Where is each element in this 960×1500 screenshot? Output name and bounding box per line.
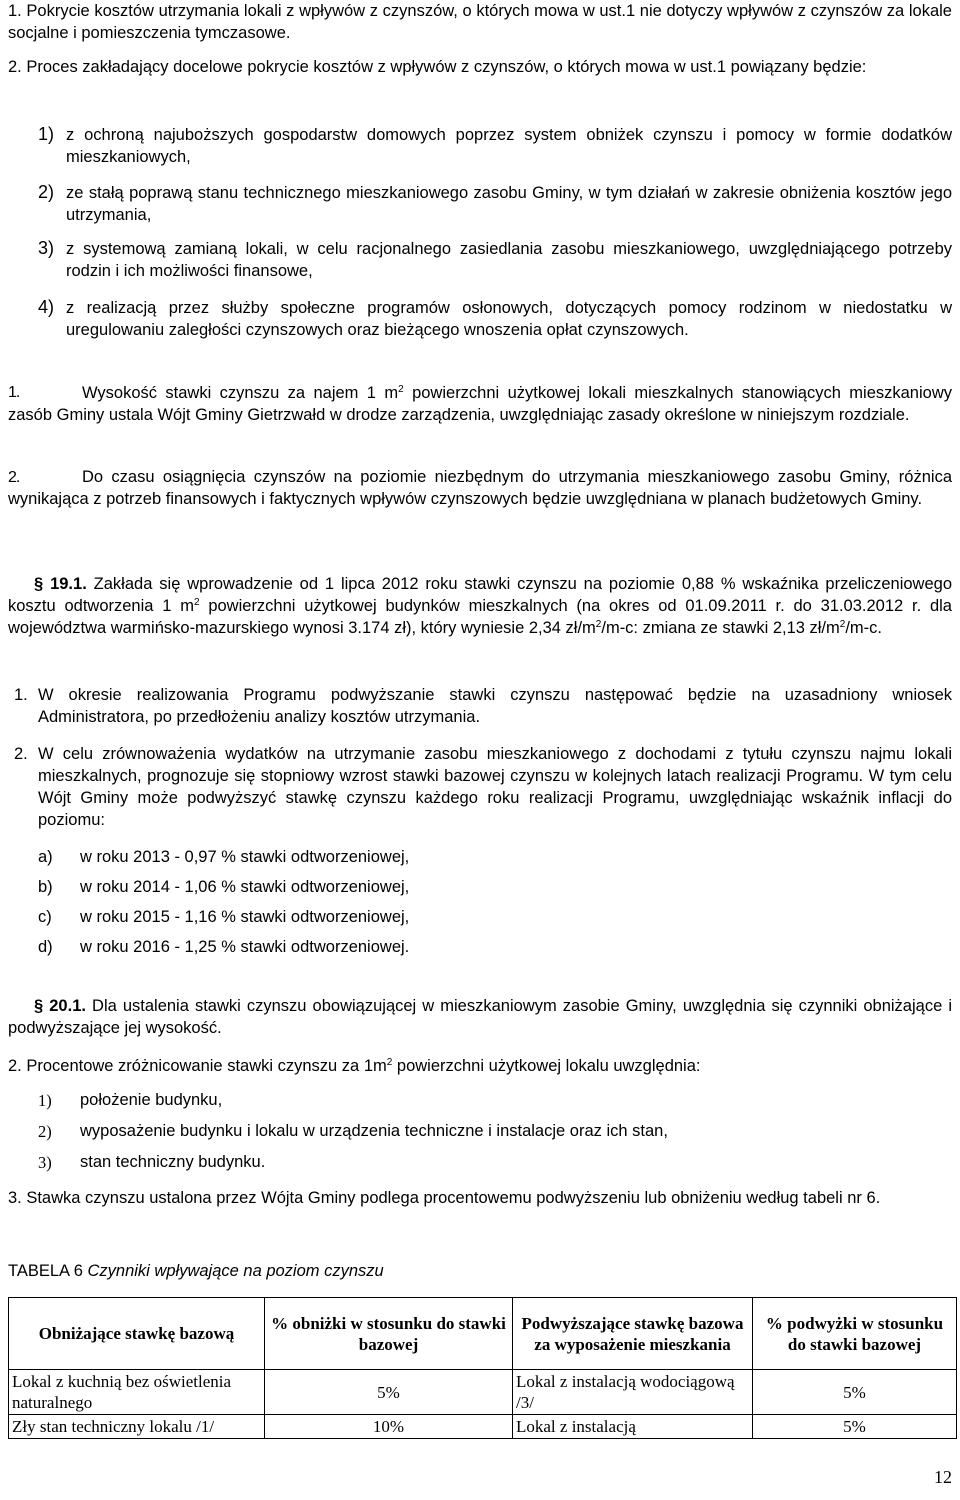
page-number: 12 (934, 1467, 952, 1487)
list-item-letter: b) (38, 878, 53, 896)
paragraph-20 (8, 995, 952, 1039)
list-item-text: w roku 2013 - 0,97 % stawki odtworzeniowej, (80, 848, 410, 866)
clause-number: 2. (14, 745, 28, 763)
table-header-cell: % obniżki w stosunku do stawki bazowej (265, 1298, 513, 1370)
table-cell: Zły stan techniczny lokalu /1/ (9, 1415, 265, 1439)
list-item-text: położenie budynku, (80, 1091, 223, 1109)
paragraph-20-2 (8, 1055, 952, 1077)
clause-text: W celu zrównoważenia wydatków na utrzymanie zasobu mieszkaniowego z dochodami z tytułu czynszu najmu lokali mieszkalnych, prognozuje się stopniowy wzrost stawki bazowej czynszu w kolejnych latach realizacji Programu. W tym celu Wójt Gminy może podwyższyć stawkę czynszu każdego roku realizacji Programu, uwzględniając wskaźnik inflacji do poziomu: (38, 745, 952, 829)
superscript: 2 (386, 1057, 393, 1068)
text-span: powierzchni użytkowej lokali mieszkalnych stanowiących mieszkaniowy zasób Gminy ustala Wójt Gminy Gietrzwałd w drodze zarządzenia, uwzględniając zasady określone w niniejszym rozdziale. (8, 384, 952, 424)
clause-text: W okresie realizowania Programu podwyższanie stawki czynszu następować będzie na uzasadniony wniosek Administratora, po przedłożeniu analizy kosztów utrzymania. (38, 686, 952, 726)
list-item-number: 2) (38, 182, 55, 202)
text-span: Wysokość stawki czynszu za najem 1 m (82, 384, 399, 402)
list-item-text: z ochroną najuboższych gospodarstw domowych poprzez system obniżek czynszu i pomocy w formie dodatków mieszkaniowych, (66, 126, 952, 166)
paragraph-rent-rate (8, 382, 952, 426)
superscript: 2 (193, 597, 200, 608)
list-item-letter: d) (38, 938, 53, 956)
text-span: powierzchni użytkowej budynków mieszkalnych (na okres od 01.09.2011 r. do 31.03.2012 r. dla województwa warmińsko-mazurskiego wynosi 3.174 zł), który wyniesie 2,34 zł/m (8, 597, 952, 637)
paragraph-2: 2. Proces zakładający docelowe pokrycie kosztów z wpływów z czynszów, o których mowa w ust.1 powiązany będzie: (8, 58, 867, 76)
list-item-text: z realizacją przez służby społeczne programów osłonowych, dotyczących pomocy rodzinom w niedostatku w uregulowaniu zaległości czynszowych oraz bieżącego wnoszenia opłat czynszowych. (66, 299, 952, 339)
table-header-cell: Obniżające stawkę bazową (9, 1298, 265, 1370)
paragraph-19 (8, 573, 952, 639)
list-item-text: z systemową zamianą lokali, w celu racjonalnego zasiedlania zasobu mieszkaniowego, uwzględniającego potrzeby rodzin i ich możliwości finansowe, (66, 240, 952, 280)
list-item-number: 3) (38, 1153, 52, 1172)
section-number: § 19. (34, 575, 74, 593)
table-header-row (9, 1298, 957, 1370)
list-item-text: w roku 2015 - 1,16 % stawki odtworzeniowej, (80, 908, 410, 926)
paragraph-1: 1. Pokrycie kosztów utrzymania lokali z wpływów z czynszów, o których mowa w ust.1 nie dotyczy wpływów z czynszów za lokale socjalne i pomieszczenia tymczasowe. (8, 2, 952, 42)
paragraph-budget: Do czasu osiągnięcia czynszów na poziomie niezbędnym do utrzymania mieszkaniowego zasobu Gminy, różnica wynikająca z potrzeb finansowych i faktycznych wpływów czynszowych będzie uwzględniana w planach budżetowych Gminy. (8, 468, 952, 508)
clause-number: 1. (72, 997, 86, 1015)
table-cell: 10% (265, 1415, 513, 1439)
table-caption-text: Czynniki wpływające na poziom czynszu (87, 1262, 384, 1280)
clause-number: 1. (73, 575, 87, 593)
section-number: § 20. (34, 997, 73, 1015)
list-item-text: wyposażenie budynku i lokalu w urządzenia techniczne i instalacje oraz ich stan, (80, 1122, 668, 1140)
table-cell: 5% (753, 1415, 957, 1439)
list-item-letter: a) (38, 848, 53, 866)
list-item-text: stan techniczny budynku. (80, 1153, 266, 1171)
list-item-text: w roku 2016 - 1,25 % stawki odtworzeniowej. (80, 938, 410, 956)
text-span: Dla ustalenia stawki czynszu obowiązującej w mieszkaniowym zasobie Gminy, uwzględnia się czynniki obniżające i podwyższające jej wysokość. (8, 997, 952, 1037)
table-row (9, 1370, 957, 1415)
table-label: TABELA 6 (8, 1262, 83, 1280)
table-row (9, 1415, 957, 1439)
superscript: 2 (595, 619, 602, 630)
list-item-number: 1) (38, 124, 55, 144)
table-cell: 5% (265, 1370, 513, 1415)
list-item-number: 1) (38, 1091, 52, 1110)
text-span: powierzchni użytkowej lokalu uwzględnia: (392, 1057, 701, 1075)
table-caption (8, 1260, 384, 1282)
superscript: 2 (839, 619, 846, 630)
bullet-marker: 2. (8, 469, 20, 486)
text-span: /m-c. (845, 619, 882, 637)
table-header-cell: % podwyżki w stosunku do stawki bazowej (753, 1298, 957, 1370)
table-cell: 5% (753, 1370, 957, 1415)
bullet-marker: 1. (8, 384, 20, 401)
superscript: 2 (398, 384, 404, 395)
list-item-letter: c) (38, 908, 52, 926)
list-item-text: w roku 2014 - 1,06 % stawki odtworzeniowej, (80, 878, 410, 896)
table-cell: Lokal z instalacją (513, 1415, 753, 1439)
table-cell: Lokal z kuchnią bez oświetlenia naturalnego (9, 1370, 265, 1415)
clause-number: 1. (14, 686, 28, 704)
list-item-number: 3) (38, 238, 55, 258)
list-item-number: 4) (38, 297, 55, 317)
text-span: Zakłada się wprowadzenie od 1 lipca 2012 roku stawki czynszu na poziomie 0,88 % wskaźnika przeliczeniowego kosztu odtworzenia 1 m (8, 575, 952, 615)
text-span: /m-c: zmiana ze stawki 2,13 zł/m (601, 619, 840, 637)
text-span: 2. Procentowe zróżnicowanie stawki czynszu za 1m (8, 1057, 387, 1075)
table-header-cell: Podwyższające stawkę bazowa za wyposażenie mieszkania (513, 1298, 753, 1370)
list-item-number: 2) (38, 1122, 52, 1141)
factors-table (8, 1297, 957, 1439)
table-cell: Lokal z instalacją wodociągową /3/ (513, 1370, 753, 1415)
list-item-text: ze stałą poprawą stanu technicznego mieszkaniowego zasobu Gminy, w tym działań w zakresie obniżenia kosztów jego utrzymania, (66, 184, 952, 224)
paragraph-20-3: 3. Stawka czynszu ustalona przez Wójta Gminy podlega procentowemu podwyższeniu lub obniżeniu według tabeli nr 6. (8, 1189, 881, 1207)
